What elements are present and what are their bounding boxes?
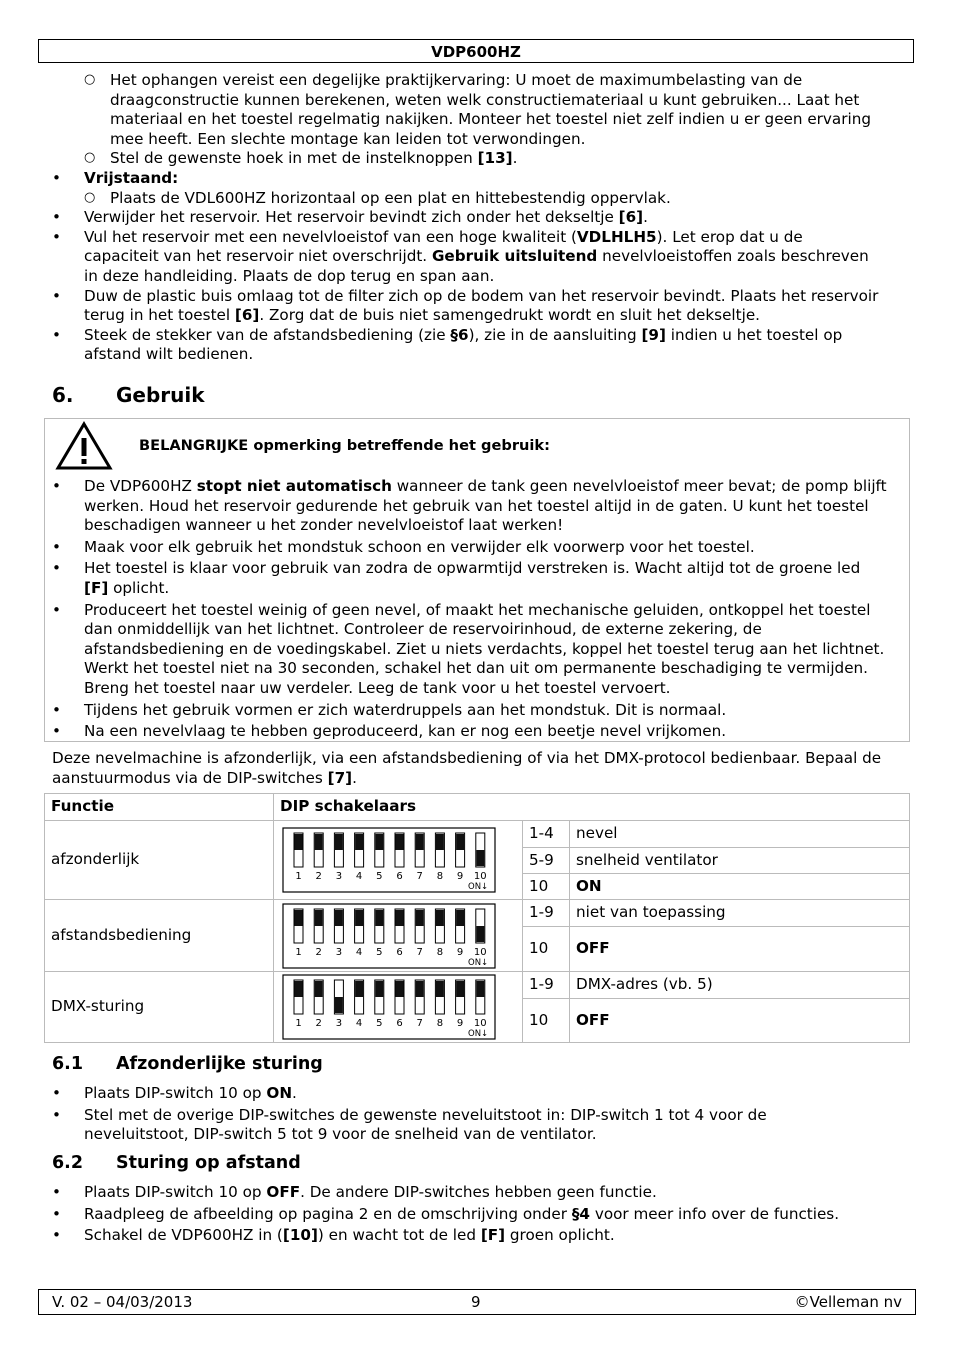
dip-switch-diagram xyxy=(282,827,496,893)
dip-number: 2 xyxy=(315,1018,322,1029)
dip-number: 1 xyxy=(295,946,302,958)
dip-knob xyxy=(355,910,363,926)
s61-list xyxy=(0,1084,900,1145)
list-item: • Na een nevelvlaag te hebben geproduceerd, kan er nog een beetje nevel vrijkomen. xyxy=(52,722,727,741)
note-list xyxy=(0,477,900,742)
list-item: • Steek de stekker van de afstandsbediening (zie §6), zie in de aansluiting [9] indien u het toestel op afstand wilt bedienen. xyxy=(52,325,843,364)
dip-number: 6 xyxy=(396,946,403,958)
dip-knob xyxy=(436,981,444,997)
dip-knob xyxy=(335,910,343,926)
dip-knob xyxy=(456,981,464,997)
dip-number: 9 xyxy=(456,946,464,958)
dip-number: 7 xyxy=(416,1018,423,1029)
dip-knob xyxy=(456,834,464,850)
dip-number: 4 xyxy=(355,946,363,958)
dip-on-label: ON↓ xyxy=(468,882,489,892)
dip-number: 7 xyxy=(416,946,423,958)
dip-number: 3 xyxy=(335,946,343,958)
table-row: 10 OFF xyxy=(45,927,910,972)
dip-number: 8 xyxy=(436,946,444,958)
intro-list xyxy=(0,71,900,365)
footer-page-number: 9 xyxy=(471,1293,481,1311)
dip-on-label: ON↓ xyxy=(468,1029,489,1039)
list-item: • De VDP600HZ stopt niet automatisch wanneer de tank geen nevelvloeistof meer bevat; de pomp blijft werken. Houd het reservoir gedurende het gebruik van het toestel altijd in de gaten. U kunt het toestel beschadigen wanneer u het zonder nevelvloeistof laat werken! xyxy=(52,477,887,535)
dip-number: 7 xyxy=(416,871,423,882)
list-item: ○ Plaats de VDL600HZ horizontaal op een plat en hittebestendig oppervlak. xyxy=(84,188,671,207)
dip-knob xyxy=(375,834,383,850)
list-item: • Het toestel is klaar voor gebruik van zodra de opwarmtijd verstreken is. Wacht altijd tot de groene led [F] oplicht. xyxy=(52,559,861,597)
dip-knob xyxy=(315,834,323,850)
list-item: • Raadpleeg de afbeelding op pagina 2 en de omschrijving onder §4 voor meer info over de functies. xyxy=(52,1204,840,1223)
dip-knob xyxy=(396,981,404,997)
list-item: • Vrijstaand: xyxy=(52,168,179,187)
dip-knob xyxy=(375,910,383,926)
dip-knob xyxy=(456,910,464,926)
dip-knob xyxy=(436,910,444,926)
dip-knob xyxy=(416,910,424,926)
dip-knob xyxy=(355,834,363,850)
list-item: • Tijdens het gebruik vormen er zich waterdruppels aan het mondstuk. Dit is normaal. xyxy=(52,700,727,719)
dip-knob xyxy=(315,910,323,926)
list-item: • Verwijder het reservoir. Het reservoir bevindt zich onder het dekseltje [6]. xyxy=(52,208,648,227)
dip-number: 10 xyxy=(473,946,487,958)
dip-knob xyxy=(416,834,424,850)
list-item: • Plaats DIP-switch 10 op ON. xyxy=(52,1084,297,1102)
subsection-heading: 6.2 Sturing op afstand xyxy=(52,1153,301,1173)
table-row: 10 ON xyxy=(45,874,910,900)
list-item: ○ Stel de gewenste hoek in met de instelknoppen [13]. xyxy=(84,149,518,168)
list-item: ○ Het ophangen vereist een degelijke praktijkervaring: U moet de maximumbelasting van de draagconstructie kunnen berekenen, weten welk constructiemateriaal u kunt gebruiken... Laat het materiaal en het toestel regelmatig nakijken. Monteer het toestel niet zelf indien u er geen ervaring mee heeft. Een slechte montage kan leiden tot verwondingen. xyxy=(84,71,871,148)
dip-knob xyxy=(476,850,484,866)
list-item: • Schakel de VDP600HZ in ([10]) en wacht tot de led [F] groen oplicht. xyxy=(52,1226,615,1245)
footer-copyright: ©Velleman nv xyxy=(794,1293,902,1311)
dip-knob xyxy=(295,834,303,850)
list-item: • Vul het reservoir met een nevelvloeistof van een hoge kwaliteit (VDLHLH5). Let erop dat u de capaciteit van het reservoir niet overschrijdt. Gebruik uitsluitend nevelvloeistoffen zoals beschreven in deze handleiding. Plaats de dop terug en span aan. xyxy=(52,227,869,285)
dip-knob xyxy=(396,834,404,850)
dip-number: 9 xyxy=(456,871,464,882)
dip-knob xyxy=(295,981,303,997)
dip-knob xyxy=(396,910,404,926)
dip-knob xyxy=(295,910,303,926)
dip-number: 10 xyxy=(473,1018,487,1029)
list-item: • Produceert het toestel weinig of geen nevel, of maakt het mechanische geluiden, ontkoppel het toestel dan onmiddellijk van het lichtnet. Controleer de reservoirinhoud, de externe zekering, de afstandsbediening en de voedingskabel. Ziet u niets verdachts, koppel het toestel terug aan het lichtnet. Werkt het toestel niet na 30 seconden, schakel het dan uit om permanente beschadiging te vermijden. Breng het toestel naar uw verdeler. Leeg de tank voor u het toestel vervoert. xyxy=(52,600,885,697)
dip-table xyxy=(44,793,910,1043)
dip-number: 8 xyxy=(436,1018,444,1029)
page-header: VDP600HZ xyxy=(38,39,914,63)
dip-switch-diagram xyxy=(282,903,496,969)
page-footer xyxy=(38,1289,916,1315)
dip-knob xyxy=(375,981,383,997)
dip-number: 6 xyxy=(396,871,403,882)
dip-number: 3 xyxy=(335,871,343,882)
table-header-row: Functie DIP schakelaars xyxy=(45,794,910,821)
dip-knob xyxy=(335,997,343,1013)
subsection-heading: 6.1 Afzonderlijke sturing xyxy=(52,1054,323,1074)
dip-number: 5 xyxy=(376,871,383,882)
dip-knob xyxy=(436,834,444,850)
dip-number: 1 xyxy=(295,1018,302,1029)
dip-number: 9 xyxy=(456,1018,464,1029)
warning-icon xyxy=(55,421,113,471)
dip-number: 10 xyxy=(473,871,487,882)
list-item: • Maak voor elk gebruik het mondstuk schoon en verwijder elk voorwerp voor het toestel. xyxy=(52,537,755,556)
list-item: • Stel met de overige DIP-switches de gewenste neveluitstoot in: DIP-switch 1 tot 4 voor de neveluitstoot, DIP-switch 5 tot 9 voor de snelheid van de ventilator. xyxy=(52,1105,767,1144)
dip-number: 8 xyxy=(436,871,444,882)
table-row: 5-9 snelheid ventilator xyxy=(45,848,910,874)
footer-version: V. 02 – 04/03/2013 xyxy=(52,1293,193,1311)
mode-paragraph: Deze nevelmachine is afzonderlijk, via een afstandsbediening of via het DMX-protocol bedienbaar. Bepaal de aanstuurmodus via de DIP-switches [7]. xyxy=(52,749,882,787)
s62-list xyxy=(0,1183,900,1246)
dip-knob xyxy=(416,981,424,997)
dip-number: 2 xyxy=(315,871,322,882)
dip-knob xyxy=(476,926,484,942)
table-row: afstandsbediening 1 2 3 4 5 6 7 8 9 10 ON↓ 1-9 niet van toepassing xyxy=(45,900,910,927)
dip-knob xyxy=(315,981,323,997)
dip-knob xyxy=(355,981,363,997)
table-row: afzonderlijk 1 2 3 4 5 6 7 8 9 10 ON↓ 1-4 nevel xyxy=(45,821,910,848)
list-item: • Duw de plastic buis omlaag tot de filter zich op de bodem van het reservoir bevindt. Plaats het reservoir terug in het toestel [6]. Zorg dat de buis niet samengedrukt wordt en sluit het dekseltje. xyxy=(52,286,879,325)
dip-number: 3 xyxy=(335,1018,343,1029)
dip-number: 6 xyxy=(396,1018,403,1029)
dip-number: 1 xyxy=(295,871,302,882)
table-row: 10 OFF xyxy=(45,999,910,1043)
dip-on-label: ON↓ xyxy=(468,957,489,968)
note-title: BELANGRIJKE opmerking betreffende het gebruik: xyxy=(139,437,550,454)
dip-switch-diagram xyxy=(282,974,496,1040)
dip-knob xyxy=(335,834,343,850)
section-heading: 6. Gebruik xyxy=(52,383,205,407)
dip-number: 2 xyxy=(315,946,322,958)
list-item: • Plaats DIP-switch 10 op OFF. De andere DIP-switches hebben geen functie. xyxy=(52,1183,657,1201)
dip-number: 4 xyxy=(355,871,363,882)
dip-number: 5 xyxy=(376,1018,383,1029)
dip-knob xyxy=(476,981,484,997)
table-row: DMX-sturing 1 2 3 4 5 6 7 8 9 10 ON↓ 1-9 DMX-adres (vb. 5) xyxy=(45,972,910,999)
dip-number: 4 xyxy=(355,1018,363,1029)
dip-number: 5 xyxy=(376,946,383,958)
